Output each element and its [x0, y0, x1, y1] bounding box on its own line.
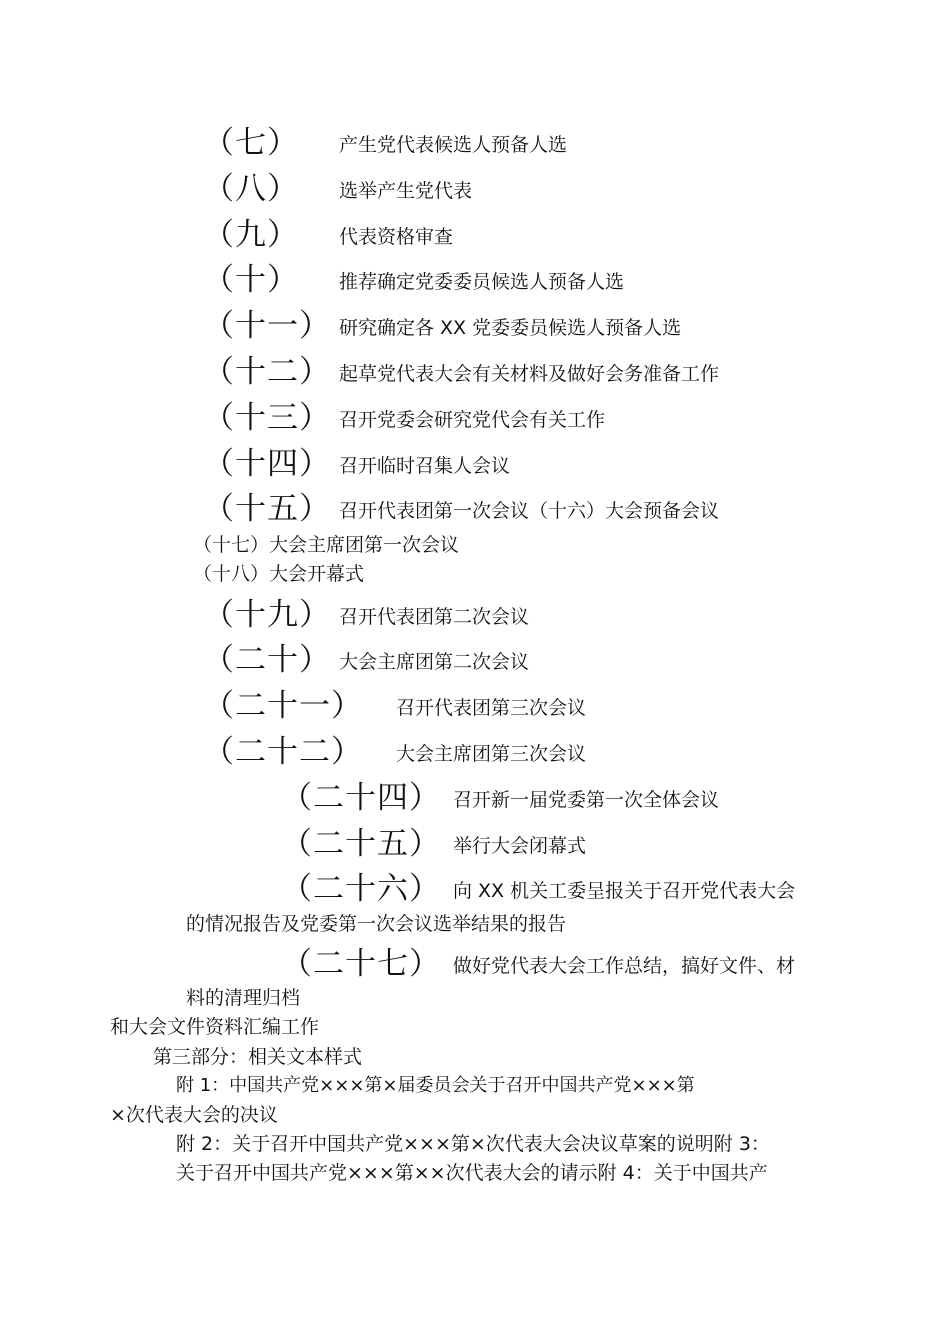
item-text: 产生党代表候选人预备人选 [339, 134, 568, 156]
item-text: 大会主席团第三次会议 [396, 743, 587, 765]
plain-line: （十七）大会主席团第一次会议 [193, 534, 460, 556]
item-number: （九） [203, 217, 299, 253]
item-text: 召开代表团第一次会议（十六）大会预备会议 [339, 500, 720, 522]
item-text: 举行大会闭幕式 [453, 835, 587, 857]
item-text: 召开党委会研究党代会有关工作 [339, 409, 606, 431]
item-number: （二十七） [281, 946, 441, 982]
item-number: （二十一） [203, 688, 363, 724]
item-text: 起草党代表大会有关材料及做好会务准备工作 [339, 363, 720, 385]
item-number: （二十二） [203, 734, 363, 770]
item-text: 大会主席团第二次会议 [339, 651, 530, 673]
appendix-line: 关于召开中国共产党×××第××次代表大会的请示附 4：关于中国共产 [176, 1162, 768, 1184]
item-number: （十二） [203, 354, 331, 390]
item-number: （七） [203, 125, 299, 161]
item-text: 召开代表团第三次会议 [396, 697, 587, 719]
item-number: （十九） [203, 597, 331, 633]
item-number: （二十五） [281, 826, 441, 862]
item-number: （八） [203, 171, 299, 207]
item-number: （十） [203, 262, 299, 298]
plain-line: （十八）大会开幕式 [193, 563, 365, 585]
item-number: （十一） [203, 308, 331, 344]
appendix-line: ×次代表大会的决议 [110, 1104, 278, 1126]
item-continuation: 和大会文件资料汇编工作 [110, 1016, 320, 1038]
item-text: 推荐确定党委委员候选人预备人选 [339, 271, 625, 293]
item-text: 代表资格审查 [339, 226, 454, 248]
item-number: （二十） [203, 642, 331, 678]
section-heading: 第三部分：相关文本样式 [153, 1046, 363, 1068]
item-text: 研究确定各 XX 党委委员候选人预备人选 [339, 317, 682, 339]
item-text: 召开临时召集人会议 [339, 455, 511, 477]
item-text: 召开新一届党委第一次全体会议 [453, 789, 720, 811]
appendix-line: 附 2：关于召开中国共产党×××第×次代表大会决议草案的说明附 3： [176, 1133, 770, 1155]
item-text: 召开代表团第二次会议 [339, 606, 530, 628]
item-text: 选举产生党代表 [339, 180, 473, 202]
item-text: 向 XX 机关工委呈报关于召开党代表大会 [453, 880, 796, 902]
appendix-line: 附 1：中国共产党×××第×届委员会关于召开中国共产党×××第 [176, 1075, 695, 1096]
item-number: （二十六） [281, 871, 441, 907]
item-continuation: 的情况报告及党委第一次会议选举结果的报告 [186, 913, 567, 935]
item-text: 做好党代表大会工作总结，搞好文件、材 [453, 955, 796, 977]
item-number: （二十四） [281, 780, 441, 816]
item-number: （十三） [203, 400, 331, 436]
item-number: （十五） [203, 491, 331, 527]
item-continuation: 料的清理归档 [186, 987, 301, 1009]
item-number: （十四） [203, 446, 331, 482]
